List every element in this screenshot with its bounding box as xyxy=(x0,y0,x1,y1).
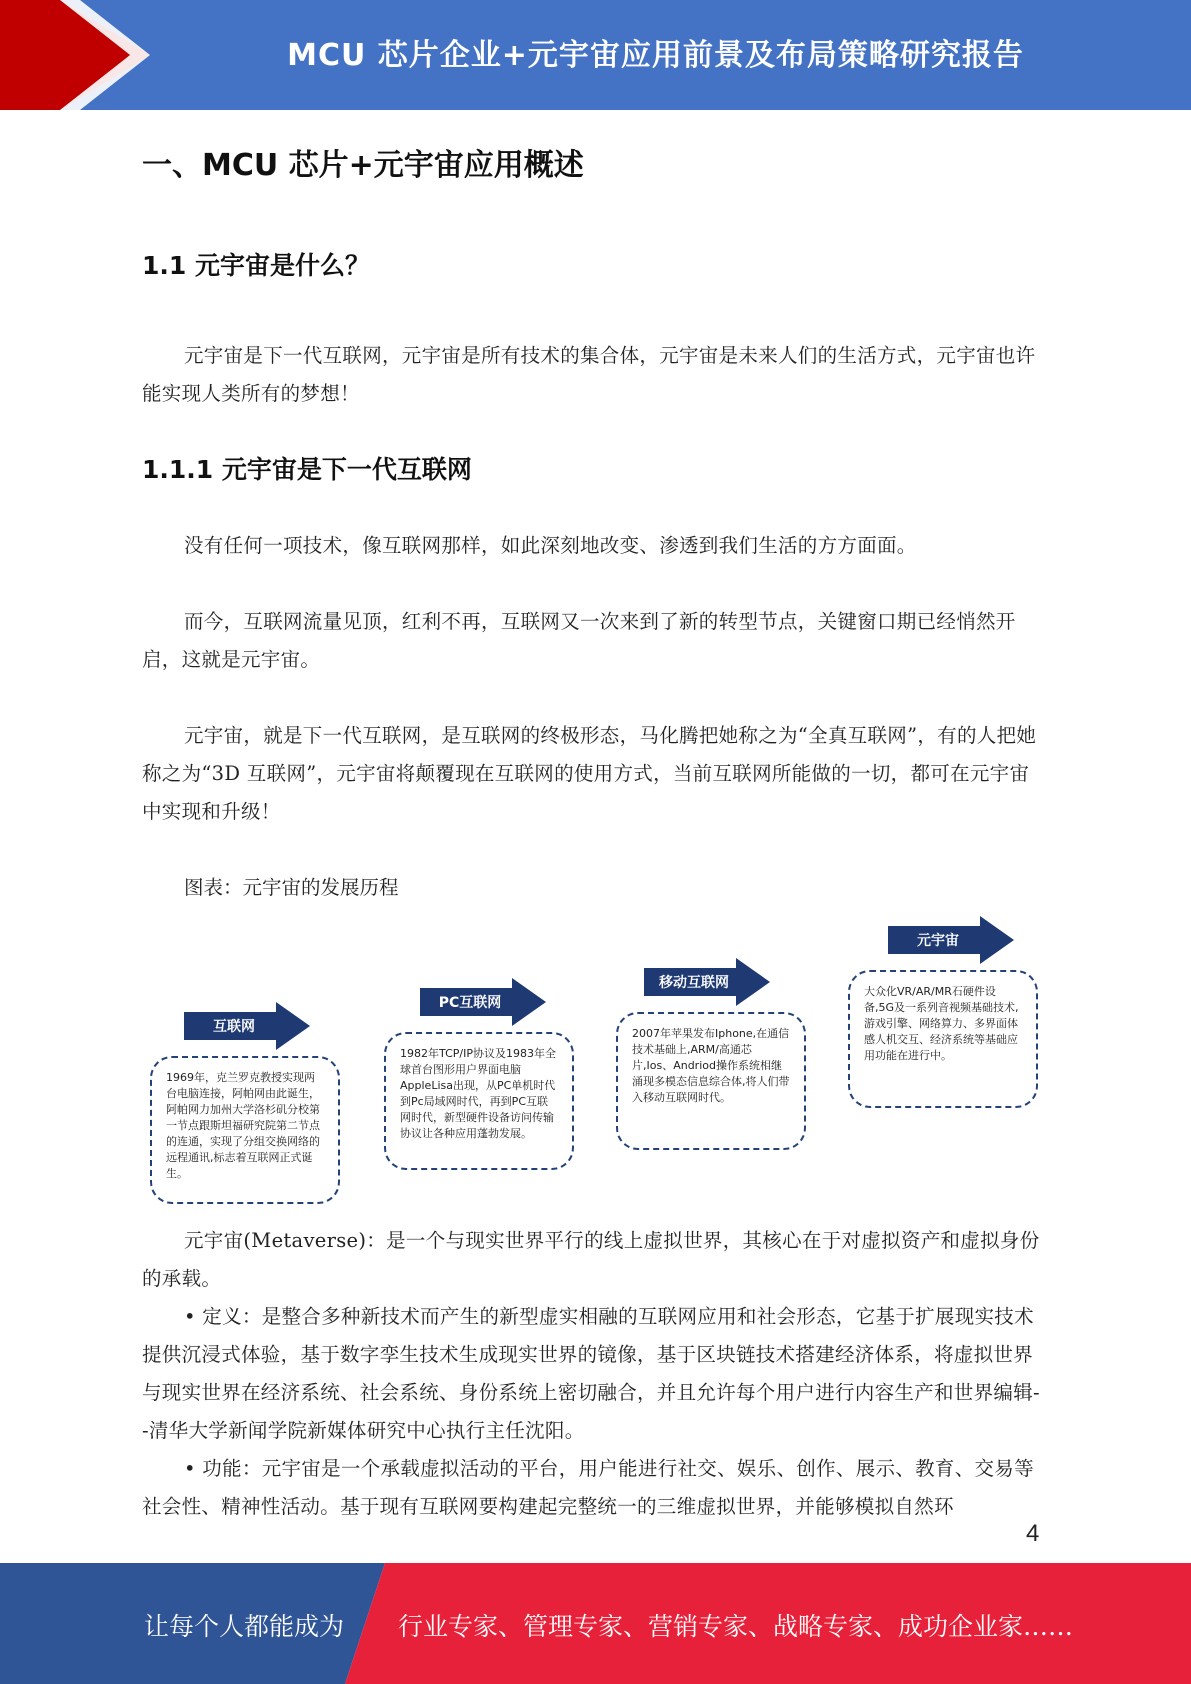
stage-arrow-internet xyxy=(184,1002,310,1054)
paragraph-7: • 功能：元宇宙是一个承载虚拟活动的平台，用户能进行社交、娱乐、创作、展示、教育、交易等社会性、精神性活动。基于现有互联网要构建起完整统一的三维虚拟世界，并能够模拟自然环 xyxy=(142,1457,1034,1518)
paragraph-4: 元宇宙，就是下一代互联网，是互联网的终极形态，马化腾把她称之为“全真互联网”，有的人把她称之为“3D 互联网”，元宇宙将颠覆现在互联网的使用方式，当前互联网所能做的一切，都可在元宇宙中实现和升级！ xyxy=(142,724,1037,823)
paragraph-2: 没有任何一项技术，像互联网那样，如此深刻地改变、渗透到我们生活的方方面面。 xyxy=(184,534,917,557)
timeline-figure xyxy=(140,908,1040,1208)
stage-box-metaverse: 大众化VR/AR/MR石硬件设备,5G及一系列音视频基础技术,游戏引擎、网络算力、多界面体感人机交互、经济系统等基础应用功能在进行中。 xyxy=(848,970,1038,1108)
section-heading-1-1-1: 1.1.1 元宇宙是下一代互联网 xyxy=(142,455,472,484)
paragraph-5: 元宇宙(Metaverse)：是一个与现实世界平行的线上虚拟世界，其核心在于对虚拟资产和虚拟身份的承载。 xyxy=(142,1229,1040,1290)
page-number: 4 xyxy=(1026,1520,1040,1547)
paragraph-1: 元宇宙是下一代互联网，元宇宙是所有技术的集合体，元宇宙是未来人们的生活方式，元宇宙也许能实现人类所有的梦想！ xyxy=(142,344,1036,405)
stage-label: 元宇宙 xyxy=(917,933,959,949)
section-heading-1: 一、MCU 芯片+元宇宙应用概述 xyxy=(142,148,584,183)
footer-slogan-right: 行业专家、管理专家、营销专家、战略专家、成功企业家…… xyxy=(398,1612,1074,1641)
stage-label: 移动互联网 xyxy=(659,975,729,991)
page-footer xyxy=(0,1563,1191,1684)
stage-label: 互联网 xyxy=(213,1019,255,1035)
figure-caption: 图表：元宇宙的发展历程 xyxy=(184,876,399,899)
header-title: MCU 芯片企业+元宇宙应用前景及布局策略研究报告 xyxy=(287,38,1024,73)
stage-box-mobile-internet: 2007年苹果发布Iphone,在通信技术基础上,ARM/高通芯片,Ios、Andriod操作系统相继涌现多模态信息综合体,将人们带入移动互联网时代。 xyxy=(616,1012,806,1150)
section-heading-1-1: 1.1 元宇宙是什么？ xyxy=(142,251,370,280)
stage-arrow-mobile-internet xyxy=(644,958,770,1010)
stage-arrow-pc-internet xyxy=(420,978,546,1030)
stage-box-pc-internet: 1982年TCP/IP协议及1983年全球首台图形用户界面电脑AppleLisa出现，从PC单机时代到Pc局域网时代，再到PC互联网时代，新型硬件设备访问传输协议让各种应用蓬勃发展。 xyxy=(384,1032,574,1170)
stage-box-internet: 1969年，克兰罗克教授实现两台电脑连接，阿帕网由此诞生，阿帕网力加州大学洛杉矶分校第一节点跟斯坦福研究院第二节点的连通，实现了分组交换网络的远程通讯,标志着互联网正式诞生。 xyxy=(150,1056,340,1204)
paragraph-6: • 定义：是整合多种新技术而产生的新型虚实相融的互联网应用和社会形态，它基于扩展现实技术提供沉浸式体验，基于数字孪生技术生成现实世界的镜像，基于区块链技术搭建经济体系，将虚拟世界与现实世界在经济系统、社会系统、身份系统上密切融合，并且允许每个用户进行内容生产和世界编辑--清华大学新闻学院新媒体研究中心执行主任沈阳。 xyxy=(142,1305,1040,1442)
paragraph-3: 而今，互联网流量见顶，红利不再，互联网又一次来到了新的转型节点，关键窗口期已经悄然开启，这就是元宇宙。 xyxy=(142,610,1016,671)
footer-slogan-left: 让每个人都能成为 xyxy=(144,1612,345,1641)
stage-arrow-metaverse xyxy=(888,916,1014,968)
page-header xyxy=(0,0,1191,110)
stage-label: PC互联网 xyxy=(438,995,502,1011)
